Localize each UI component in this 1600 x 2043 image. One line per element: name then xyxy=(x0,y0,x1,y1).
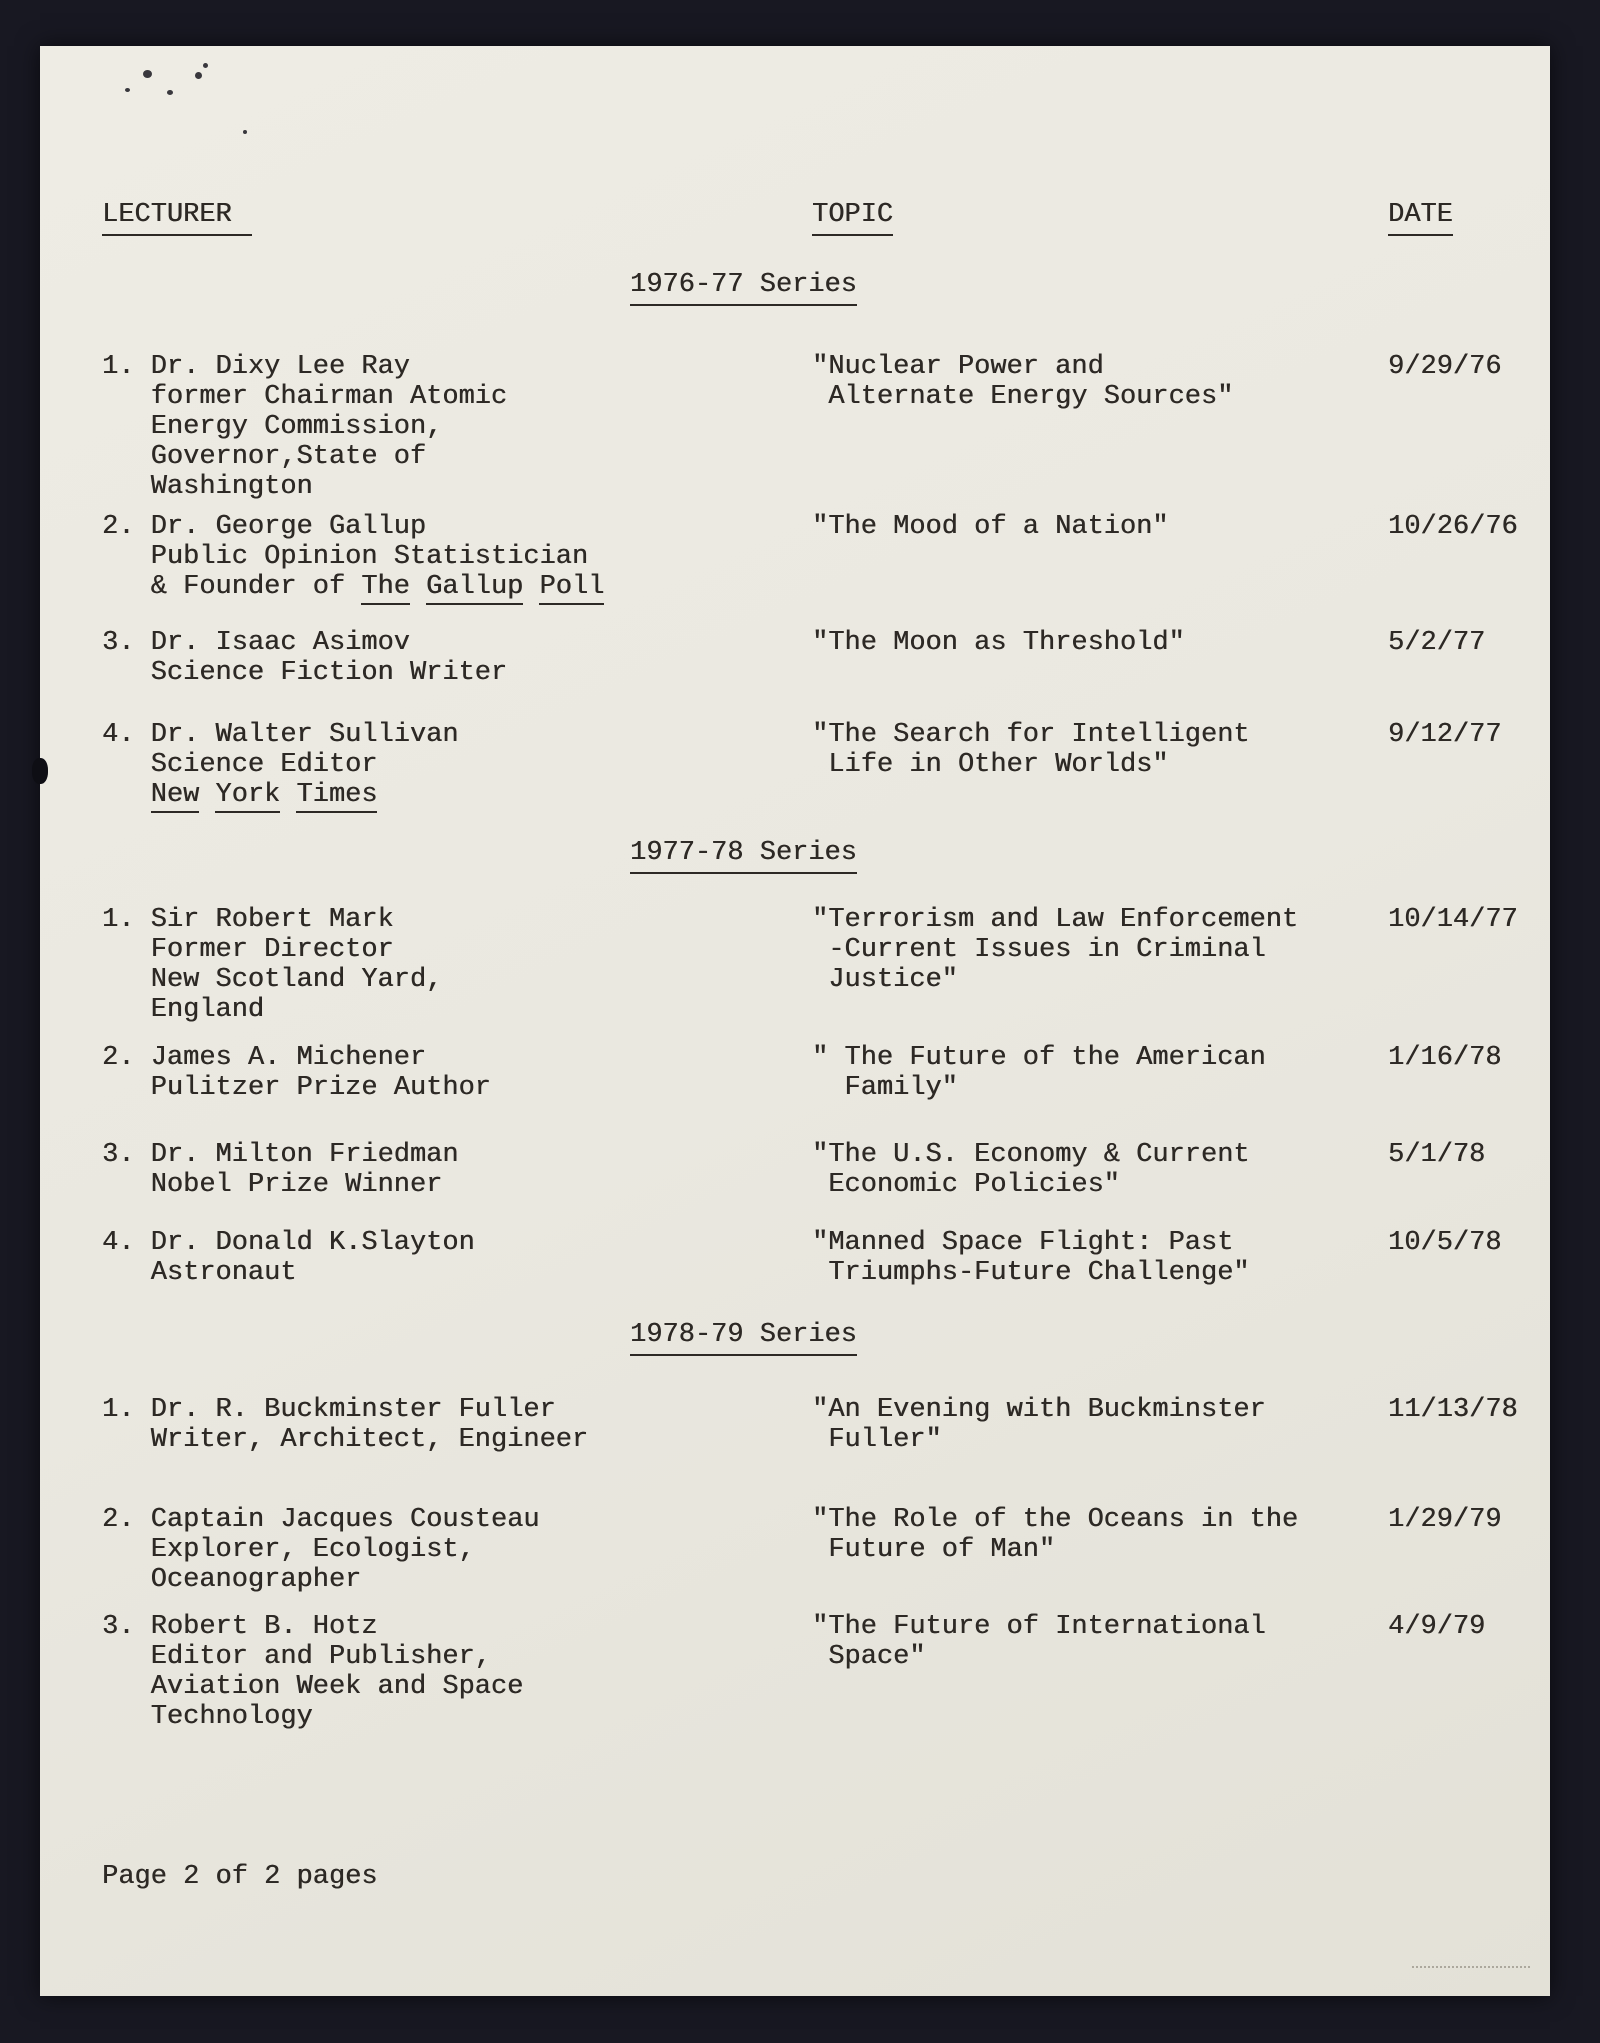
lecturer-cell xyxy=(102,720,458,810)
text-line: Science Fiction Writer xyxy=(150,658,508,688)
text-line: "Terrorism and Law Enforcement xyxy=(812,905,1299,935)
topic-cell xyxy=(812,1395,1266,1455)
underlined-text: Gallup xyxy=(426,572,523,605)
date-cell: 5/1/78 xyxy=(1388,1140,1486,1170)
text-line: "The Moon as Threshold" xyxy=(812,628,1185,658)
text-line: Triumphs-Future Challenge" xyxy=(812,1258,1250,1288)
text-line: 4. Dr. Donald K.Slayton xyxy=(102,1228,475,1258)
scan-edge-mark xyxy=(32,758,48,784)
series-heading xyxy=(630,838,857,868)
lecturer-cell xyxy=(102,1043,491,1103)
text-line: former Chairman Atomic xyxy=(150,382,508,412)
date-cell: 11/13/78 xyxy=(1388,1395,1518,1425)
text-line: Economic Policies" xyxy=(812,1170,1120,1200)
topic-cell xyxy=(812,352,1233,412)
lecturer-cell xyxy=(102,628,507,688)
document-page xyxy=(40,46,1550,1996)
text-line: 4. Dr. Walter Sullivan xyxy=(102,720,459,750)
series-heading-label: 1978-79 Series xyxy=(630,1320,857,1356)
text-line: 1. Sir Robert Mark xyxy=(102,905,394,935)
topic-cell xyxy=(812,905,1298,995)
text-line: Former Director xyxy=(150,935,394,965)
topic-cell xyxy=(812,1043,1266,1103)
text-line: & Founder of The Gallup Poll xyxy=(102,572,604,602)
text-line: Washington xyxy=(150,472,313,502)
date-cell: 10/14/77 xyxy=(1388,905,1518,935)
text-line: Nobel Prize Winner xyxy=(150,1170,443,1200)
text-line: "Manned Space Flight: Past xyxy=(812,1228,1234,1258)
date-cell: 9/12/77 xyxy=(1388,720,1502,750)
series-heading xyxy=(630,270,857,300)
topic-cell xyxy=(812,1505,1298,1565)
text-line: 3. Dr. Isaac Asimov xyxy=(102,628,410,658)
text-line: England xyxy=(150,995,265,1025)
text-line: 1. Dr. Dixy Lee Ray xyxy=(102,352,410,382)
date-cell: 5/2/77 xyxy=(1388,628,1486,658)
text-line: Writer, Architect, Engineer xyxy=(150,1425,589,1455)
column-header-lecturer xyxy=(102,200,252,230)
text-line: Science Editor xyxy=(150,750,378,780)
date-cell: 10/26/76 xyxy=(1388,512,1518,542)
text-line: "The Search for Intelligent xyxy=(812,720,1250,750)
column-header-date xyxy=(1388,200,1453,230)
text-line: Pulitzer Prize Author xyxy=(150,1073,491,1103)
date-cell: 4/9/79 xyxy=(1388,1612,1486,1642)
underlined-text: New xyxy=(151,780,200,813)
text-line: Editor and Publisher, xyxy=(150,1642,491,1672)
date-cell: 1/29/79 xyxy=(1388,1505,1502,1535)
text-line: Family" xyxy=(812,1073,958,1103)
page-footer: Page 2 of 2 pages xyxy=(102,1862,378,1892)
lecturer-cell xyxy=(102,1612,523,1732)
date-cell: 9/29/76 xyxy=(1388,352,1502,382)
text-line: "The Future of International xyxy=(812,1612,1266,1642)
text-line: Governor,State of xyxy=(150,442,427,472)
text-line: 2. James A. Michener xyxy=(102,1043,427,1073)
text-line: 1. Dr. R. Buckminster Fuller xyxy=(102,1395,556,1425)
topic-cell xyxy=(812,720,1249,780)
column-header-topic xyxy=(812,200,893,230)
text-line: Public Opinion Statistician xyxy=(150,542,589,572)
text-line: Future of Man" xyxy=(812,1535,1056,1565)
text-line: Justice" xyxy=(812,965,958,995)
lecturer-cell xyxy=(102,1228,475,1288)
text-line: Life in Other Worlds" xyxy=(812,750,1169,780)
topic-cell xyxy=(812,512,1168,542)
underlined-text: The xyxy=(361,572,410,605)
date-cell: 10/5/78 xyxy=(1388,1228,1502,1258)
text-line: Technology xyxy=(150,1702,313,1732)
lecturer-cell xyxy=(102,512,604,602)
series-heading-label: 1976-77 Series xyxy=(630,270,857,306)
topic-cell xyxy=(812,1140,1249,1200)
text-line: Oceanographer xyxy=(150,1565,362,1595)
column-header-topic-label: TOPIC xyxy=(812,200,893,236)
text-line: Aviation Week and Space xyxy=(150,1672,524,1702)
lecturer-cell xyxy=(102,352,507,502)
text-line: -Current Issues in Criminal xyxy=(812,935,1266,965)
text-line: Astronaut xyxy=(150,1258,297,1288)
lecturer-cell xyxy=(102,1140,458,1200)
text-line: 3. Dr. Milton Friedman xyxy=(102,1140,459,1170)
underlined-text: York xyxy=(215,780,280,813)
date-cell: 1/16/78 xyxy=(1388,1043,1502,1073)
underlined-text: Poll xyxy=(539,572,604,605)
text-line: "Nuclear Power and xyxy=(812,352,1104,382)
text-line xyxy=(102,780,458,810)
topic-cell xyxy=(812,1228,1249,1288)
series-heading-label: 1977-78 Series xyxy=(630,838,857,874)
text-line: "The Mood of a Nation" xyxy=(812,512,1169,542)
column-header-lecturer-label: LECTURER xyxy=(102,200,252,236)
text-line: Alternate Energy Sources" xyxy=(812,382,1234,412)
text-line: 3. Robert B. Hotz xyxy=(102,1612,378,1642)
lecturer-cell xyxy=(102,1505,539,1595)
column-header-date-label: DATE xyxy=(1388,200,1453,236)
lecturer-cell xyxy=(102,905,442,1025)
text-line: "An Evening with Buckminster xyxy=(812,1395,1266,1425)
text-line: Explorer, Ecologist, xyxy=(150,1535,475,1565)
text-line: "The U.S. Economy & Current xyxy=(812,1140,1250,1170)
lecturer-cell xyxy=(102,1395,588,1455)
text-line: New Scotland Yard, xyxy=(150,965,443,995)
series-heading xyxy=(630,1320,857,1350)
text-line: " The Future of the American xyxy=(812,1043,1266,1073)
text-line: "The Role of the Oceans in the xyxy=(812,1505,1299,1535)
text-line: Space" xyxy=(812,1642,926,1672)
text-line: 2. Dr. George Gallup xyxy=(102,512,427,542)
scan-scratch xyxy=(1412,1966,1530,1968)
underlined-text: Times xyxy=(296,780,377,813)
text-line: Fuller" xyxy=(812,1425,942,1455)
topic-cell xyxy=(812,628,1185,658)
text-line: 2. Captain Jacques Cousteau xyxy=(102,1505,540,1535)
text-line: Energy Commission, xyxy=(150,412,443,442)
topic-cell xyxy=(812,1612,1266,1672)
